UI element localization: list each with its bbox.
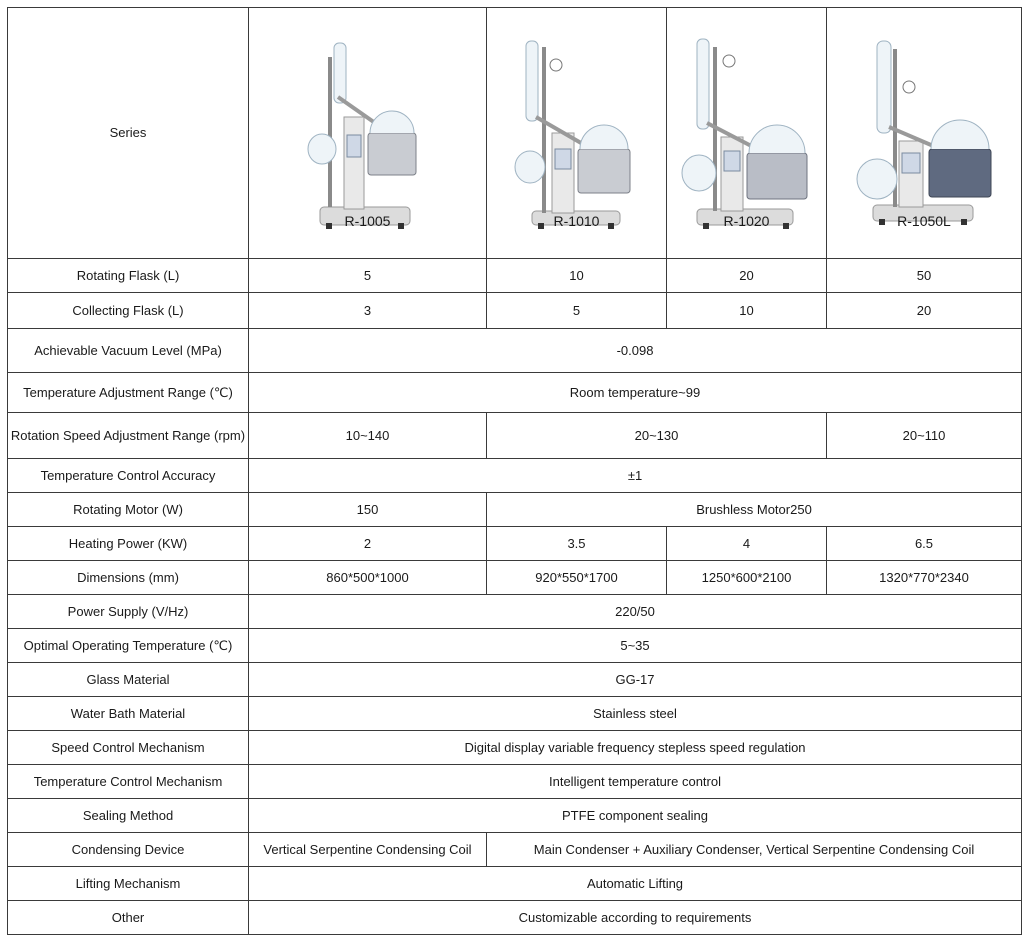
row-value: Customizable according to requirements [249, 901, 1022, 935]
row-value: 20~130 [487, 413, 827, 459]
row-value: -0.098 [249, 329, 1022, 373]
row-label: Sealing Method [8, 799, 249, 833]
row-value: Automatic Lifting [249, 867, 1022, 901]
row-dimensions [8, 561, 1022, 595]
row-label: Temperature Adjustment Range (℃) [8, 373, 249, 413]
row-label: Achievable Vacuum Level (MPa) [8, 329, 249, 373]
row-value: Vertical Serpentine Condensing Coil [249, 833, 487, 867]
row-sealing-method [8, 799, 1022, 833]
row-value: 20 [667, 259, 827, 293]
row-value: 5 [249, 259, 487, 293]
row-temperature-range [8, 373, 1022, 413]
row-label: Temperature Control Mechanism [8, 765, 249, 799]
row-label: Dimensions (mm) [8, 561, 249, 595]
row-rotation-speed [8, 413, 1022, 459]
row-value: 1250*600*2100 [667, 561, 827, 595]
row-value: 10~140 [249, 413, 487, 459]
row-vacuum-level [8, 329, 1022, 373]
row-label: Glass Material [8, 663, 249, 697]
row-label: Rotation Speed Adjustment Range (rpm) [8, 413, 249, 459]
spec-table-container [7, 7, 1022, 935]
row-rotating-motor [8, 493, 1022, 527]
row-value: 10 [667, 293, 827, 329]
row-value: 860*500*1000 [249, 561, 487, 595]
header-row [8, 8, 1022, 259]
row-value: 20 [827, 293, 1022, 329]
row-value: 4 [667, 527, 827, 561]
row-operating-temperature [8, 629, 1022, 663]
row-value: Room temperature~99 [249, 373, 1022, 413]
row-label: Temperature Control Accuracy [8, 459, 249, 493]
model-name: R-1050L [897, 213, 951, 229]
row-value: 2 [249, 527, 487, 561]
spec-table [7, 7, 1022, 935]
row-label: Rotating Flask (L) [8, 259, 249, 293]
row-label: Condensing Device [8, 833, 249, 867]
row-value: GG-17 [249, 663, 1022, 697]
row-label: Rotating Motor (W) [8, 493, 249, 527]
model-r1005 [249, 8, 487, 259]
row-heating-power [8, 527, 1022, 561]
row-label: Collecting Flask (L) [8, 293, 249, 329]
row-value: 5~35 [249, 629, 1022, 663]
row-value: 3 [249, 293, 487, 329]
row-value: ±1 [249, 459, 1022, 493]
row-value: 5 [487, 293, 667, 329]
model-r1010 [487, 8, 667, 259]
row-glass-material [8, 663, 1022, 697]
row-temperature-accuracy [8, 459, 1022, 493]
row-label: Water Bath Material [8, 697, 249, 731]
row-speed-control [8, 731, 1022, 765]
row-value: 50 [827, 259, 1022, 293]
model-name: R-1005 [344, 213, 391, 229]
row-label: Power Supply (V/Hz) [8, 595, 249, 629]
row-value: Main Condenser + Auxiliary Condenser, Vertical Serpentine Condensing Coil [487, 833, 1022, 867]
model-r1020 [667, 8, 827, 259]
model-r1050l [827, 8, 1022, 259]
model-name: R-1020 [723, 213, 770, 229]
row-value: Stainless steel [249, 697, 1022, 731]
series-label: Series [8, 8, 249, 259]
row-other [8, 901, 1022, 935]
row-value: 920*550*1700 [487, 561, 667, 595]
row-value: PTFE component sealing [249, 799, 1022, 833]
rotary-evaporator-r1010-image [512, 37, 642, 233]
row-water-bath-material [8, 697, 1022, 731]
row-value: 220/50 [249, 595, 1022, 629]
row-value: Digital display variable frequency stepless speed regulation [249, 731, 1022, 765]
row-value: 6.5 [827, 527, 1022, 561]
row-label: Lifting Mechanism [8, 867, 249, 901]
rotary-evaporator-r1050l-image [849, 37, 999, 233]
rotary-evaporator-r1005-image [298, 37, 438, 233]
row-label: Speed Control Mechanism [8, 731, 249, 765]
row-label: Heating Power (KW) [8, 527, 249, 561]
model-name: R-1010 [553, 213, 600, 229]
row-label: Other [8, 901, 249, 935]
row-value: 20~110 [827, 413, 1022, 459]
row-value: Intelligent temperature control [249, 765, 1022, 799]
row-condensing-device [8, 833, 1022, 867]
row-value: 10 [487, 259, 667, 293]
row-temperature-control [8, 765, 1022, 799]
row-value: 150 [249, 493, 487, 527]
row-collecting-flask [8, 293, 1022, 329]
row-value: Brushless Motor250 [487, 493, 1022, 527]
row-value: 1320*770*2340 [827, 561, 1022, 595]
row-lifting-mechanism [8, 867, 1022, 901]
row-value: 3.5 [487, 527, 667, 561]
rotary-evaporator-r1020-image [677, 37, 817, 233]
row-rotating-flask [8, 259, 1022, 293]
row-power-supply [8, 595, 1022, 629]
row-label: Optimal Operating Temperature (℃) [8, 629, 249, 663]
